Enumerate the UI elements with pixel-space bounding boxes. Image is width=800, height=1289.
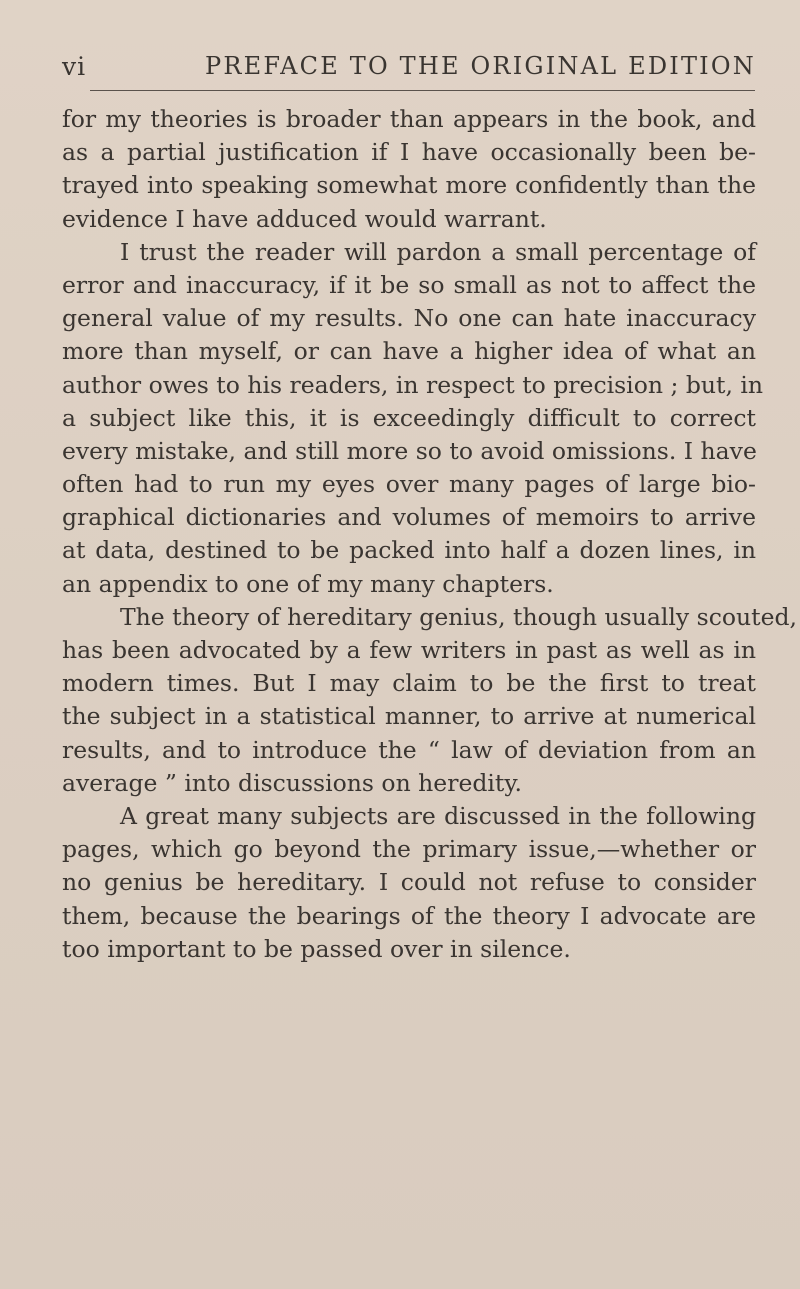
text-line: I trust the reader will pardon a small percentage of (120, 237, 756, 266)
text-line: an appendix to one of my many chapters. (62, 569, 554, 598)
text-line: a subject like this, it is exceedingly difficult to correct (62, 403, 756, 432)
text-line: general value of my results. No one can hate inaccuracy (62, 304, 756, 333)
body-text (62, 103, 798, 966)
text-line: pages, which go beyond the primary issue,—whether or (62, 835, 756, 864)
running-head (0, 52, 800, 86)
text-line: has been advocated by a few writers in past as well as in (62, 636, 756, 664)
text-line: them, because the bearings of the theory I advocate are (62, 901, 756, 930)
running-title: PREFACE TO THE ORIGINAL EDITION (205, 52, 756, 80)
text-line: more than myself, or can have a higher idea of what an (62, 337, 756, 366)
text-line: The theory of hereditary genius, though usually scouted, (120, 602, 798, 631)
text-line: often had to run my eyes over many pages of large bio- (62, 470, 756, 499)
text-line: no genius be hereditary. I could not refuse to consider (62, 868, 756, 897)
text-line: every mistake, and still more so to avoid omissions. I have (62, 436, 757, 465)
page-number: vi (62, 52, 87, 81)
text-line: trayed into speaking somewhat more confidently than the (62, 171, 756, 200)
text-line: modern times. But I may claim to be the first to treat (62, 669, 756, 698)
text-line: too important to be passed over in silence. (62, 934, 571, 963)
text-line: graphical dictionaries and volumes of memoirs to arrive (62, 503, 756, 532)
text-line: error and inaccuracy, if it be so small as not to affect the (62, 270, 756, 299)
text-line: for my theories is broader than appears in the book, and (62, 105, 756, 133)
text-line: evidence I have adduced would warrant. (62, 204, 547, 233)
text-line: at data, destined to be packed into half a dozen lines, in (62, 536, 756, 565)
text-line: results, and to introduce the “ law of deviation from an (62, 735, 756, 764)
text-line: average ” into discussions on heredity. (62, 768, 522, 797)
header-rule (90, 90, 755, 91)
text-line: A great many subjects are discussed in the following (120, 801, 756, 830)
text-line: author owes to his readers, in respect to precision ; but, in (62, 370, 764, 399)
text-line: the subject in a statistical manner, to arrive at numerical (62, 702, 756, 731)
text-line: as a partial justification if I have occasionally been be- (62, 138, 756, 167)
